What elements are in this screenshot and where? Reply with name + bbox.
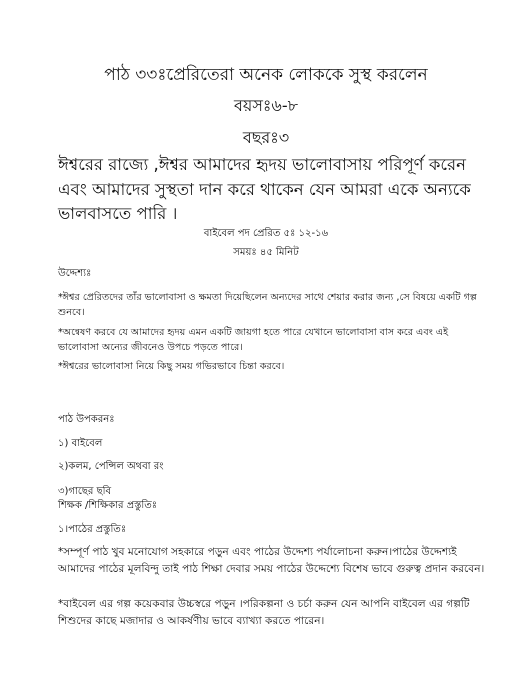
age-group: বয়সঃ৬-৮ <box>234 96 298 115</box>
bible-verse: বাইবেল পদ প্রেরিত ৫ঃ ১২-১৬ <box>203 228 329 239</box>
preparation-heading: শিক্ষক /শিক্ষিকার প্রস্তুতিঃ <box>58 500 158 511</box>
objective-item: *ঈশ্বরের ভালোবাসা নিয়ে কিছু সময় গভিরভাবে চিন্তা করবে। <box>58 361 285 372</box>
objective-item: *ঈশ্বর প্রেরিতদের তাঁর ভালোবাসা ও ক্ষমতা দিয়েছিলেন অন্যদের সাথে শেয়ার করার জন্য ,সে বিষয়ে একটি গল্প শুনবে। <box>58 292 477 318</box>
material-item: ২)কলম, পেন্সিল অথবা রং <box>58 461 164 472</box>
objective-item: *অন্বেষণ করবে যে আমাদের হৃদয় এমন একটি জায়গা হতে পারে যেখানে ভালোবাসা বাস করে এবং এই ভালোবাসা অন্যের জীবনেও উপচে পড়তে পারে। <box>58 327 449 353</box>
year: বছরঃ৩ <box>242 128 290 147</box>
material-item: ১) বাইবেল <box>58 438 103 449</box>
preparation-item: *বাইবেল এর গল্প কয়েকবার উচ্চস্বরে পড়ুন ।পরিকল্পনা ও চর্চা করুন যেন আপনি বাইবেল এর গল্পটি শিশুদের কাছে মজাদার ও আকর্ষণীয় ভাবে ব্যাখ্যা করতে পারেন। <box>58 598 470 627</box>
duration: সময়ঃ ৪৫ মিনিট <box>233 247 299 258</box>
lesson-title: পাঠ ৩৩ঃপ্রেরিতেরা অনেক লোককে সুস্থ করলেন <box>104 65 428 85</box>
preparation-subheading: ১।পাঠের প্রস্তুতিঃ <box>58 524 127 535</box>
material-item: ৩)গাছের ছবি <box>58 486 112 497</box>
preparation-item: *সম্পূর্ণ পাঠ খুব মনোযোগ সহকারে পড়ুন এবং পাঠের উদ্দেশ্য পর্যালোচনা করুন।পাঠের উদ্দেশ্যই আমাদের পাঠের মূলবিন্দু তাই পাঠ শিক্ষা দেবার সময় পাঠের উদ্দেশ্যে বিশেষ ভাবে গুরুত্ব প্রদান করবেন। <box>58 546 485 575</box>
objectives-heading: উদ্দেশ্যঃ <box>58 268 92 279</box>
lesson-theme: ঈশ্বরের রাজ্যে ,ঈশ্বর আমাদের হৃদয় ভালোবাসায় পরিপূর্ণ করেন এবং আমাদের সুস্থতা দান করে থাকেন যেন আমরা একে অন্যকে ভালবাসতে পারি । <box>58 155 471 223</box>
materials-heading: পাঠ উপকরনঃ <box>58 414 115 425</box>
